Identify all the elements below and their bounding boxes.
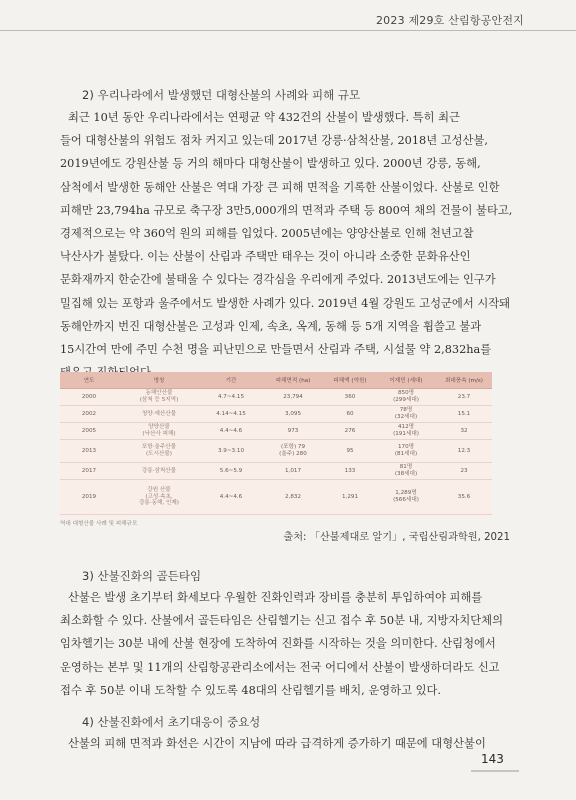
table-cell: 32	[436, 423, 492, 440]
table-cell: 5.6~5.9	[200, 463, 262, 480]
table-cell: 2002	[60, 406, 118, 423]
table-cell: 412명 (191세대)	[376, 423, 436, 440]
table-cell: 포항·울주산불 (도시산불)	[118, 440, 200, 463]
section3-heading: 3) 산불진화의 골든타임	[82, 569, 202, 583]
table-cell: 133	[324, 463, 376, 480]
body-line: 들어 대형산불의 위험도 점차 커지고 있는데 2017년 강릉·삼척산불, 2018년 고성산불,	[60, 134, 488, 148]
body-line: 문화재까지 한순간에 불태울 수 있다는 경각심을 우리에게 주었다. 2013년도에는 인구가	[60, 273, 496, 287]
running-header: 2023 제29호 산림항공안전지	[375, 14, 524, 27]
table-cell: 3,095	[262, 406, 324, 423]
body-line: 산불은 발생 초기부터 화세보다 우월한 진화인력과 장비를 충분히 투입하여야 피해를	[68, 591, 483, 604]
table-row	[60, 440, 492, 463]
table-cell: 강원 산불 (고성·속초, 강릉·동해, 인제)	[118, 480, 200, 515]
table-cell: 95	[324, 440, 376, 463]
wildfire-table-figure	[60, 372, 492, 518]
header-divider	[0, 30, 576, 31]
table-cell: (포항) 79 (울주) 280	[262, 440, 324, 463]
table-cell: 35.6	[436, 480, 492, 515]
body-line: 낙산사가 불탔다. 이는 산불이 산림과 주택만 태우는 것이 아니라 소중한 문화유산인	[60, 250, 471, 264]
table-row	[60, 406, 492, 423]
body-line: 피해만 23,794ha 규모로 축구장 3만5,000개의 면적과 주택 등 800여 채의 건물이 불타고,	[60, 203, 513, 217]
table-cell: 170명 (81세대)	[376, 440, 436, 463]
table-row	[60, 389, 492, 406]
table-cell: 4.4~4.6	[200, 480, 262, 515]
table-cell: 4.14~4.15	[200, 406, 262, 423]
table-cell: 4.7~4.15	[200, 389, 262, 406]
table-cell: 60	[324, 406, 376, 423]
table-cell: 3.9~3.10	[200, 440, 262, 463]
table-cell: 강릉·삼척산불	[118, 463, 200, 480]
table-cell: 1,017	[262, 463, 324, 480]
figure-caption: 역대 대형산불 사례 및 피해규모	[60, 521, 138, 527]
page-number: 143	[481, 752, 504, 766]
body-line: 운영하는 본부 및 11개의 산림항공관리소에서는 전국 어디에서 산불이 발생하더라도 신고	[60, 660, 500, 674]
table-row	[60, 463, 492, 480]
body-line: 삼척에서 발생한 동해안 산불은 역대 가장 큰 피해 면적을 기록한 산불이었다. 산불로 인한	[60, 180, 500, 194]
section2-body	[60, 106, 518, 384]
section4-body	[60, 732, 518, 755]
section2-heading: 2) 우리나라에서 발생했던 대형산불의 사례와 피해 규모	[82, 88, 361, 102]
table-cell: 2,832	[262, 480, 324, 515]
table-header-cell: 기간	[200, 372, 262, 389]
body-line: 임차헬기는 30분 내에 산불 현장에 도착하여 진화를 시작하는 것을 의미한다. 산림청에서	[60, 637, 496, 651]
table-cell: 23,794	[262, 389, 324, 406]
table-cell: 23.7	[436, 389, 492, 406]
section4-heading: 4) 산불진화에서 초기대응이 중요성	[82, 715, 261, 729]
table-header-cell: 연도	[60, 372, 118, 389]
table-header-cell: 명칭	[118, 372, 200, 389]
table-cell: 1,289명 (566세대)	[376, 480, 436, 515]
table-cell: 2013	[60, 440, 118, 463]
table-header-cell: 이재민 (세대)	[376, 372, 436, 389]
body-line: 최근 10년 동안 우리나라에서는 연평균 약 432건의 산불이 발생했다. 특히 최근	[68, 111, 460, 124]
body-line: 최소화할 수 있다. 산불에서 골든타임은 산림헬기는 신고 접수 후 50분 내, 지방자치단체의	[60, 614, 504, 628]
section3-body	[60, 586, 518, 702]
table-cell: 양양산불 (낙산사 피해)	[118, 423, 200, 440]
table-cell: 2000	[60, 389, 118, 406]
source-citation: 출처: 「산불제대로 알기」, 국립산림과학원, 2021	[283, 532, 510, 543]
table-cell: 2019	[60, 480, 118, 515]
table-cell: 973	[262, 423, 324, 440]
body-line: 15시간여 만에 주민 수천 명을 피난민으로 만들면서 산림과 주택, 시설물 약 2,832ha를	[60, 343, 492, 357]
body-line: 산불의 피해 면적과 화선은 시간이 지남에 따라 급격하게 증가하기 때문에 대형산불이	[68, 737, 486, 750]
table-cell: 1,291	[324, 480, 376, 515]
table-cell: 4.4~4.6	[200, 423, 262, 440]
table-cell: 850명 (299세대)	[376, 389, 436, 406]
table-header-cell: 피해액 (억원)	[324, 372, 376, 389]
table-cell: 청양·예산산불	[118, 406, 200, 423]
table-cell: 276	[324, 423, 376, 440]
table-row	[60, 480, 492, 515]
table-cell: 23	[436, 463, 492, 480]
table-header-cell: 피해면적 (ha)	[262, 372, 324, 389]
table-header-cell: 최대풍속 (m/s)	[436, 372, 492, 389]
table-cell: 78명 (32세대)	[376, 406, 436, 423]
body-line: 접수 후 50분 이내 도착할 수 있도록 48대의 산림헬기를 배치, 운영하고 있다.	[60, 683, 441, 697]
table-cell: 12.3	[436, 440, 492, 463]
table-cell: 2017	[60, 463, 118, 480]
table-cell: 2005	[60, 423, 118, 440]
wildfire-cases-table	[60, 372, 492, 515]
page-number-underline	[471, 770, 519, 772]
table-cell: 360	[324, 389, 376, 406]
body-line: 경제적으로는 약 360억 원의 피해를 입었다. 2005년에는 양양산불로 인해 천년고찰	[60, 227, 474, 241]
body-line: 밀집해 있는 포항과 울주에서도 발생한 사례가 있다. 2019년 4월 강원도 고성군에서 시작돼	[60, 296, 511, 310]
table-cell: 15.1	[436, 406, 492, 423]
body-line: 2019년에도 강원산불 등 거의 해마다 대형산불이 발생하고 있다. 2000년 강릉, 동해,	[60, 157, 481, 171]
table-row	[60, 423, 492, 440]
body-line: 동해안까지 번진 대형산불은 고성과 인제, 속초, 옥계, 동해 등 5개 지역을 휩쓸고 불과	[60, 319, 482, 333]
table-cell: 81명 (38세대)	[376, 463, 436, 480]
table-cell: 동해안산불 (삼척 등 5지역)	[118, 389, 200, 406]
